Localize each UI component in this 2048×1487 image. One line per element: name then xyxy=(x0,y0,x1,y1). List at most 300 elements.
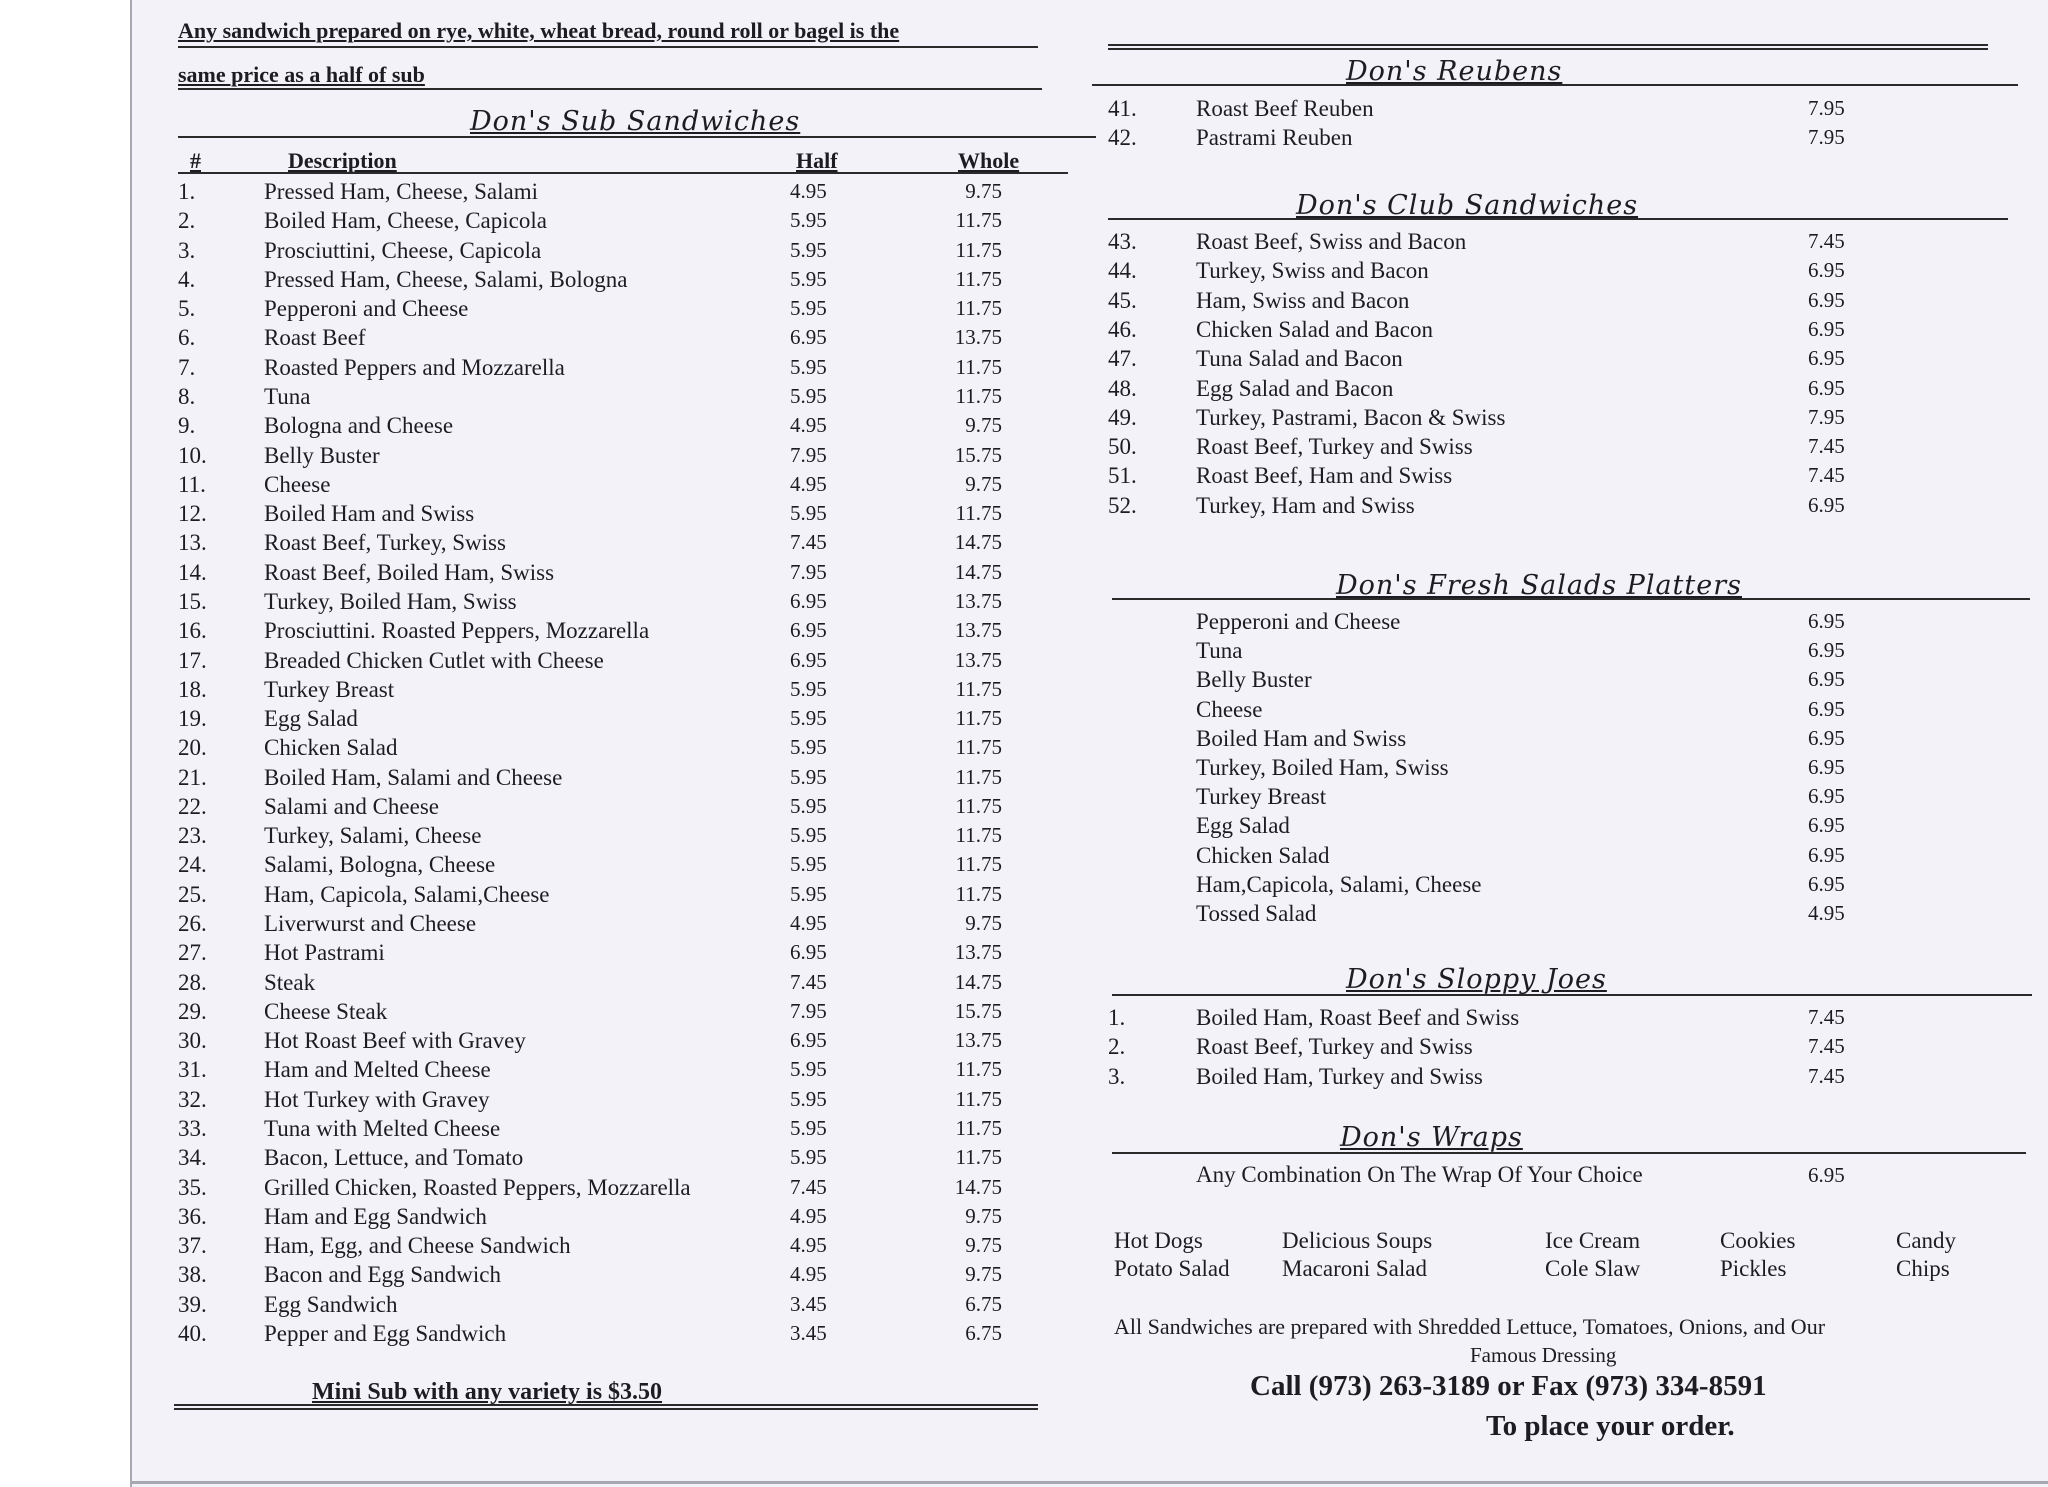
sub-whole-price: 11.75 xyxy=(955,764,1002,789)
salads-row xyxy=(1108,841,1868,870)
clubs-name: Turkey, Swiss and Bacon xyxy=(1196,258,1429,284)
sub-name: Cheese Steak xyxy=(264,998,388,1024)
salads-price: 6.95 xyxy=(1808,784,1845,809)
salads-row xyxy=(1108,870,1868,899)
sub-whole-price: 14.75 xyxy=(954,1174,1002,1199)
sub-number: 35. xyxy=(178,1174,207,1200)
salads-name: Egg Salad xyxy=(1196,813,1290,839)
sub-whole-price: 14.75 xyxy=(954,530,1002,555)
sub-row xyxy=(178,792,1038,821)
reubens-number: 41. xyxy=(1108,96,1137,121)
salads-row xyxy=(1108,724,1868,753)
sub-number: 36. xyxy=(178,1203,207,1229)
clubs-name: Turkey, Ham and Swiss xyxy=(1196,492,1415,518)
sub-name: Boiled Ham, Salami and Cheese xyxy=(264,764,563,790)
sloppy-title: Don's Sloppy Joes xyxy=(1346,964,1607,995)
clubs-row xyxy=(1108,344,1868,373)
extra-item: Ice Cream xyxy=(1545,1228,1641,1253)
sub-whole-price: 14.75 xyxy=(954,559,1002,584)
sub-whole-price: 13.75 xyxy=(954,325,1002,350)
wraps-price: 6.95 xyxy=(1808,1163,1845,1187)
sub-name: Pepperoni and Cheese xyxy=(264,296,469,322)
clubs-row xyxy=(1108,315,1868,344)
sub-half-price: 5.95 xyxy=(790,384,827,408)
clubs-name: Ham, Swiss and Bacon xyxy=(1196,287,1410,313)
sub-half-price: 5.95 xyxy=(790,237,827,262)
sub-whole-price: 11.75 xyxy=(955,296,1002,321)
sub-whole-price: 13.75 xyxy=(954,1028,1002,1053)
sub-whole-price: 11.75 xyxy=(955,1145,1002,1170)
sloppy-row xyxy=(1108,1003,1868,1032)
sub-row xyxy=(178,616,1038,645)
reubens-title-rule xyxy=(1092,84,2018,86)
extra-item: Candy xyxy=(1896,1228,1957,1253)
col-header-num: # xyxy=(190,148,201,173)
clubs-price: 6.95 xyxy=(1808,492,1845,517)
sub-number: 11. xyxy=(178,471,206,497)
sub-name: Tuna xyxy=(264,384,311,409)
extra-item: Hot Dogs xyxy=(1114,1228,1203,1253)
sub-half-price: 5.95 xyxy=(790,501,827,526)
salads-name: Belly Buster xyxy=(1196,667,1312,693)
sub-row xyxy=(178,1173,1038,1202)
sub-whole-price: 11.75 xyxy=(955,735,1002,760)
salads-name: Cheese xyxy=(1196,696,1263,722)
sub-row xyxy=(178,411,1038,440)
clubs-price: 6.95 xyxy=(1808,287,1845,312)
reubens-number: 42. xyxy=(1108,125,1137,150)
sub-number: 38. xyxy=(178,1262,207,1288)
sub-name: Cheese xyxy=(264,471,331,497)
sub-whole-price: 9.75 xyxy=(965,413,1002,438)
sub-half-price: 4.95 xyxy=(790,471,827,496)
sub-row xyxy=(178,382,1038,411)
sub-row xyxy=(178,1085,1038,1114)
sub-half-price: 5.95 xyxy=(790,296,827,321)
sub-whole-price: 11.75 xyxy=(955,266,1002,291)
extra-item: Potato Salad xyxy=(1114,1256,1230,1281)
clubs-row xyxy=(1108,286,1868,315)
sloppy-price: 7.45 xyxy=(1808,1005,1845,1029)
sub-half-price: 6.95 xyxy=(790,1028,827,1053)
sub-name: Egg Salad xyxy=(264,706,358,731)
sub-row xyxy=(178,1231,1038,1260)
intro-rule-2 xyxy=(178,88,1042,90)
sub-half-price: 5.95 xyxy=(790,1057,827,1082)
sub-name: Bacon, Lettuce, and Tomato xyxy=(264,1145,524,1171)
col-header-whole: Whole xyxy=(958,148,1020,173)
sub-number: 10. xyxy=(178,442,207,468)
sub-name: Ham, Egg, and Cheese Sandwich xyxy=(264,1233,571,1259)
salads-row xyxy=(1108,607,1868,636)
sub-name: Breaded Chicken Cutlet with Cheese xyxy=(264,647,604,673)
reubens-row xyxy=(1108,94,1868,123)
sub-number: 28. xyxy=(178,969,207,995)
sub-whole-price: 11.75 xyxy=(955,881,1002,906)
intro-rule-1 xyxy=(178,46,1038,48)
sub-whole-price: 11.75 xyxy=(955,501,1002,526)
clubs-number: 47. xyxy=(1108,346,1137,372)
salads-price: 6.95 xyxy=(1808,813,1845,838)
sub-half-price: 5.95 xyxy=(790,208,827,233)
sub-row xyxy=(178,177,1038,206)
reubens-price: 7.95 xyxy=(1808,125,1845,149)
sub-number: 7. xyxy=(178,354,196,380)
clubs-name: Tuna Salad and Bacon xyxy=(1196,346,1403,372)
sloppy-number: 1. xyxy=(1108,1005,1126,1030)
sub-whole-price: 11.75 xyxy=(955,1116,1002,1140)
sub-number: 20. xyxy=(178,735,207,761)
sub-number: 33. xyxy=(178,1116,207,1141)
sub-half-price: 5.95 xyxy=(790,881,827,906)
sub-name: Hot Pastrami xyxy=(264,940,385,966)
sub-number: 34. xyxy=(178,1145,207,1171)
sub-row xyxy=(178,528,1038,557)
sub-whole-price: 9.75 xyxy=(965,471,1002,496)
sub-whole-price: 11.75 xyxy=(955,1086,1002,1111)
reubens-row xyxy=(1108,123,1868,152)
sub-number: 30. xyxy=(178,1028,207,1054)
clubs-row xyxy=(1108,227,1868,256)
sub-whole-price: 11.75 xyxy=(955,354,1002,379)
sub-number: 17. xyxy=(178,647,207,673)
sub-row xyxy=(178,733,1038,762)
sub-number: 19. xyxy=(178,706,207,731)
sub-name: Roast Beef, Boiled Ham, Swiss xyxy=(264,559,555,585)
sub-number: 2. xyxy=(178,208,196,234)
salads-row xyxy=(1108,811,1868,840)
sub-name: Tuna with Melted Cheese xyxy=(264,1116,501,1141)
clubs-number: 43. xyxy=(1108,229,1137,254)
sub-name: Pepper and Egg Sandwich xyxy=(264,1320,507,1346)
sub-row xyxy=(178,909,1038,938)
sub-row xyxy=(178,968,1038,997)
salads-price: 6.95 xyxy=(1808,696,1845,721)
sub-name: Salami and Cheese xyxy=(264,793,440,819)
sub-whole-price: 11.75 xyxy=(955,208,1002,233)
sloppy-number: 3. xyxy=(1108,1063,1126,1089)
salads-price: 6.95 xyxy=(1808,725,1845,750)
extra-item: Cole Slaw xyxy=(1545,1256,1641,1281)
sub-whole-price: 11.75 xyxy=(955,384,1002,408)
sub-half-price: 6.95 xyxy=(790,940,827,965)
sub-row xyxy=(178,206,1038,235)
sloppy-name: Roast Beef, Turkey and Swiss xyxy=(1196,1034,1473,1060)
sub-whole-price: 11.75 xyxy=(955,852,1002,877)
sub-row xyxy=(178,353,1038,382)
sub-whole-price: 13.75 xyxy=(954,588,1002,613)
sub-row xyxy=(178,1114,1038,1143)
reubens-name: Roast Beef Reuben xyxy=(1196,96,1374,121)
sub-whole-price: 9.75 xyxy=(965,911,1002,935)
sub-name: Bacon and Egg Sandwich xyxy=(264,1262,501,1288)
extra-item: Chips xyxy=(1896,1256,1950,1281)
sub-row xyxy=(178,646,1038,675)
sub-row xyxy=(178,1202,1038,1231)
sub-half-price: 4.95 xyxy=(790,1203,827,1228)
clubs-price: 7.45 xyxy=(1808,229,1845,253)
salads-row xyxy=(1108,636,1868,665)
sub-name: Egg Sandwich xyxy=(264,1291,398,1317)
clubs-title-rule xyxy=(1108,218,2008,220)
sub-name: Steak xyxy=(264,969,316,995)
sub-whole-price: 15.75 xyxy=(954,442,1002,467)
clubs-row xyxy=(1108,461,1868,490)
sub-half-price: 6.95 xyxy=(790,325,827,350)
salads-title: Don's Fresh Salads Platters xyxy=(1336,570,1742,601)
subs-title: Don's Sub Sandwiches xyxy=(470,106,801,137)
wraps-title: Don's Wraps xyxy=(1340,1122,1523,1153)
sub-name: Chicken Salad xyxy=(264,735,398,761)
sub-name: Salami, Bologna, Cheese xyxy=(264,852,496,878)
sub-row xyxy=(178,1026,1038,1055)
sub-name: Grilled Chicken, Roasted Peppers, Mozzarella xyxy=(264,1174,691,1200)
sub-name: Ham and Egg Sandwich xyxy=(264,1203,487,1229)
intro-line-1: Any sandwich prepared on rye, white, wheat bread, round roll or bagel is the xyxy=(178,18,900,43)
dressing-note-line-1: All Sandwiches are prepared with Shredded Lettuce, Tomatoes, Onions, and Our xyxy=(1114,1314,1826,1339)
sub-number: 13. xyxy=(178,530,207,556)
sub-whole-price: 9.75 xyxy=(965,179,1002,203)
clubs-number: 52. xyxy=(1108,492,1137,518)
reubens-title: Don's Reubens xyxy=(1346,56,1563,87)
sub-whole-price: 11.75 xyxy=(955,237,1002,262)
sub-half-price: 5.95 xyxy=(790,735,827,760)
clubs-name: Chicken Salad and Bacon xyxy=(1196,316,1433,342)
sub-half-price: 4.95 xyxy=(790,911,827,935)
sub-row xyxy=(178,1143,1038,1172)
col-header-desc: Description xyxy=(288,148,397,173)
sub-row xyxy=(178,821,1038,850)
sub-number: 37. xyxy=(178,1233,207,1259)
sub-half-price: 7.45 xyxy=(790,1174,827,1199)
sub-row xyxy=(178,880,1038,909)
sub-row xyxy=(178,850,1038,879)
sub-row xyxy=(178,938,1038,967)
intro-line-2: same price as a half of sub xyxy=(178,62,425,87)
clubs-row xyxy=(1108,432,1868,461)
clubs-row xyxy=(1108,491,1868,520)
clubs-price: 7.95 xyxy=(1808,404,1845,429)
salads-row xyxy=(1108,753,1868,782)
sub-whole-price: 6.75 xyxy=(965,1291,1002,1316)
extra-item: Delicious Soups xyxy=(1282,1228,1433,1253)
sub-half-price: 6.95 xyxy=(790,618,827,643)
clubs-name: Turkey, Pastrami, Bacon & Swiss xyxy=(1196,404,1506,430)
clubs-price: 6.95 xyxy=(1808,258,1845,283)
sub-half-price: 5.95 xyxy=(790,764,827,789)
sub-number: 9. xyxy=(178,413,196,439)
sub-half-price: 5.95 xyxy=(790,676,827,701)
sloppy-name: Boiled Ham, Roast Beef and Swiss xyxy=(1196,1005,1520,1030)
clubs-title: Don's Club Sandwiches xyxy=(1296,190,1639,221)
sub-half-price: 5.95 xyxy=(790,1116,827,1140)
sub-half-price: 7.45 xyxy=(790,530,827,555)
sub-row xyxy=(178,470,1038,499)
clubs-price: 6.95 xyxy=(1808,346,1845,371)
sub-whole-price: 6.75 xyxy=(965,1320,1002,1345)
salads-price: 6.95 xyxy=(1808,638,1845,663)
sub-half-price: 4.95 xyxy=(790,413,827,438)
sub-half-price: 7.45 xyxy=(790,969,827,994)
salads-name: Turkey, Boiled Ham, Swiss xyxy=(1196,755,1449,780)
call-phone-fax: Call (973) 263-3189 or Fax (973) 334-8591 xyxy=(1250,1370,1767,1402)
sub-row xyxy=(178,1290,1038,1319)
salads-name: Tossed Salad xyxy=(1196,901,1317,926)
sub-half-price: 3.45 xyxy=(790,1320,827,1345)
salads-price: 6.95 xyxy=(1808,609,1845,633)
clubs-name: Roast Beef, Swiss and Bacon xyxy=(1196,229,1467,254)
sloppy-row xyxy=(1108,1062,1868,1091)
sub-name: Turkey, Boiled Ham, Swiss xyxy=(264,588,517,614)
sub-whole-price: 11.75 xyxy=(955,823,1002,848)
extra-item: Pickles xyxy=(1720,1256,1787,1281)
sub-whole-price: 9.75 xyxy=(965,1233,1002,1258)
salads-name: Pepperoni and Cheese xyxy=(1196,609,1401,634)
sub-number: 31. xyxy=(178,1057,207,1083)
sub-number: 3. xyxy=(178,237,196,263)
salads-name: Ham,Capicola, Salami, Cheese xyxy=(1196,871,1482,897)
sub-name: Roast Beef, Turkey, Swiss xyxy=(264,530,506,556)
sub-name: Hot Turkey with Gravey xyxy=(264,1086,490,1112)
paper-left-edge xyxy=(130,0,132,1487)
sub-number: 32. xyxy=(178,1086,207,1112)
sub-half-price: 5.95 xyxy=(790,1145,827,1170)
sub-row xyxy=(178,675,1038,704)
sub-number: 24. xyxy=(178,852,207,878)
paper-bottom-edge xyxy=(132,1481,2048,1484)
sub-whole-price: 13.75 xyxy=(954,940,1002,965)
reubens-top-rule xyxy=(1108,44,1988,50)
sub-half-price: 4.95 xyxy=(790,179,827,203)
sub-number: 27. xyxy=(178,940,207,966)
sub-name: Turkey Breast xyxy=(264,676,395,702)
salads-name: Boiled Ham and Swiss xyxy=(1196,725,1407,751)
sub-half-price: 7.95 xyxy=(790,442,827,467)
sub-number: 18. xyxy=(178,676,207,702)
sub-name: Boiled Ham, Cheese, Capicola xyxy=(264,208,547,234)
sub-whole-price: 11.75 xyxy=(955,676,1002,701)
sub-whole-price: 9.75 xyxy=(965,1203,1002,1228)
clubs-row xyxy=(1108,256,1868,285)
sub-number: 25. xyxy=(178,881,207,907)
sub-name: Bologna and Cheese xyxy=(264,413,454,439)
sub-half-price: 5.95 xyxy=(790,793,827,818)
clubs-number: 49. xyxy=(1108,404,1137,430)
sub-half-price: 7.95 xyxy=(790,559,827,584)
clubs-row xyxy=(1108,403,1868,432)
sub-number: 6. xyxy=(178,325,196,351)
extra-item: Cookies xyxy=(1720,1228,1796,1253)
wraps-title-rule xyxy=(1112,1152,2026,1154)
mini-sub-rule xyxy=(174,1404,1038,1410)
sub-row xyxy=(178,558,1038,587)
salads-name: Tuna xyxy=(1196,638,1243,664)
salads-price: 6.95 xyxy=(1808,842,1845,867)
clubs-number: 46. xyxy=(1108,316,1137,342)
sub-whole-price: 13.75 xyxy=(954,647,1002,672)
salads-row xyxy=(1108,695,1868,724)
sub-name: Pressed Ham, Cheese, Salami, Bologna xyxy=(264,266,628,292)
sub-name: Prosciuttini. Roasted Peppers, Mozzarella xyxy=(264,618,650,644)
salads-price: 6.95 xyxy=(1808,667,1845,692)
sloppy-name: Boiled Ham, Turkey and Swiss xyxy=(1196,1063,1483,1089)
sub-row xyxy=(178,704,1038,733)
sub-whole-price: 13.75 xyxy=(954,618,1002,643)
sub-number: 5. xyxy=(178,296,196,322)
sub-number: 15. xyxy=(178,588,207,614)
sub-name: Prosciuttini, Cheese, Capicola xyxy=(264,237,542,263)
sub-half-price: 5.95 xyxy=(790,823,827,848)
sub-row xyxy=(178,236,1038,265)
salads-price: 4.95 xyxy=(1808,901,1845,925)
sub-name: Roast Beef xyxy=(264,325,366,351)
sub-number: 23. xyxy=(178,823,207,849)
sub-whole-price: 11.75 xyxy=(955,706,1002,730)
sub-half-price: 6.95 xyxy=(790,647,827,672)
sub-number: 40. xyxy=(178,1320,207,1346)
sub-number: 22. xyxy=(178,793,207,819)
clubs-name: Roast Beef, Ham and Swiss xyxy=(1196,463,1453,489)
sub-row xyxy=(178,587,1038,616)
place-order: To place your order. xyxy=(1486,1410,1735,1442)
sub-name: Hot Roast Beef with Gravey xyxy=(264,1028,526,1054)
sub-row xyxy=(178,265,1038,294)
sloppy-row xyxy=(1108,1032,1868,1061)
sub-whole-price: 15.75 xyxy=(954,998,1002,1023)
sub-whole-price: 9.75 xyxy=(965,1262,1002,1287)
clubs-price: 7.45 xyxy=(1808,434,1845,459)
sub-name: Ham, Capicola, Salami,Cheese xyxy=(264,881,550,907)
sub-row xyxy=(178,763,1038,792)
salads-price: 6.95 xyxy=(1808,871,1845,896)
clubs-number: 51. xyxy=(1108,463,1137,489)
salads-name: Chicken Salad xyxy=(1196,842,1330,868)
sub-number: 14. xyxy=(178,559,207,585)
sub-half-price: 5.95 xyxy=(790,354,827,379)
sub-row xyxy=(178,997,1038,1026)
sub-name: Boiled Ham and Swiss xyxy=(264,501,475,527)
sloppy-price: 7.45 xyxy=(1808,1034,1845,1059)
sub-name: Belly Buster xyxy=(264,442,380,468)
salads-price: 6.95 xyxy=(1808,755,1845,779)
sub-number: 26. xyxy=(178,911,207,936)
sub-row xyxy=(178,441,1038,470)
clubs-price: 7.45 xyxy=(1808,463,1845,488)
salads-row xyxy=(1108,899,1868,928)
sub-name: Ham and Melted Cheese xyxy=(264,1057,491,1083)
sub-name: Turkey, Salami, Cheese xyxy=(264,823,482,849)
sub-row xyxy=(178,499,1038,528)
reubens-price: 7.95 xyxy=(1808,96,1845,120)
sub-row xyxy=(178,1260,1038,1289)
clubs-number: 45. xyxy=(1108,287,1137,313)
sub-half-price: 5.95 xyxy=(790,706,827,730)
clubs-row xyxy=(1108,374,1868,403)
sloppy-title-rule xyxy=(1112,994,2032,996)
sub-name: Pressed Ham, Cheese, Salami xyxy=(264,179,539,204)
sub-row xyxy=(178,1055,1038,1084)
sub-number: 12. xyxy=(178,501,207,527)
clubs-price: 6.95 xyxy=(1808,375,1845,400)
clubs-number: 48. xyxy=(1108,375,1137,401)
sub-whole-price: 11.75 xyxy=(955,793,1002,818)
sloppy-number: 2. xyxy=(1108,1034,1126,1060)
salads-title-rule xyxy=(1112,598,2030,600)
clubs-name: Egg Salad and Bacon xyxy=(1196,375,1394,401)
sub-row xyxy=(178,1319,1038,1348)
salads-name: Turkey Breast xyxy=(1196,784,1327,810)
sub-number: 29. xyxy=(178,998,207,1024)
